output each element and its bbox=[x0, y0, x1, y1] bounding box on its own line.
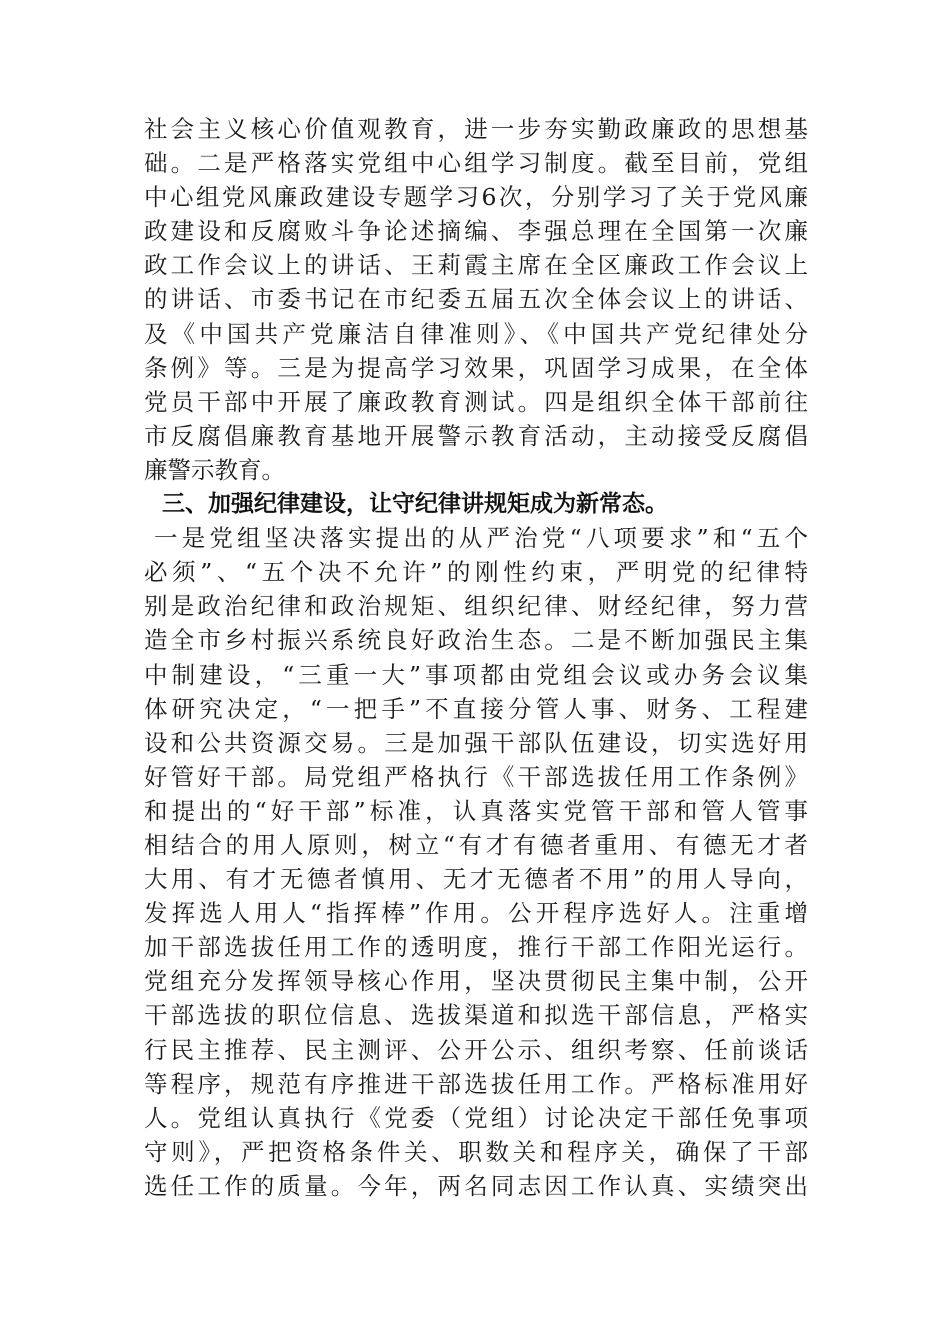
text-line: 党组充分发挥领导核心作用，坚决贯彻民主集中制，公开 bbox=[144, 967, 808, 996]
text-line: 好管好干部。局党组严格执行《干部选拔任用工作条例》 bbox=[144, 762, 808, 791]
text-line: 党员干部中开展了廉政教育测试。四是组织全体干部前往 bbox=[144, 387, 808, 416]
text-line: 中制建设，“三重一大”事项都由党组会议或办务会议集 bbox=[144, 660, 808, 689]
text-line: 等程序，规范有序推进干部选拔任用工作。严格标准用好 bbox=[144, 1069, 808, 1098]
text-line: 及《中国共产党廉洁自律准则》、《中国共产党纪律处分 bbox=[144, 319, 808, 348]
text-line: 大用、有才无德者慎用、无才无德者不用”的用人导向， bbox=[144, 865, 808, 894]
text-line: 守则》，严把资格条件关、职数关和程序关，确保了干部 bbox=[144, 1137, 808, 1166]
text-line: 人。党组认真执行《党委（党组）讨论决定干部任免事项 bbox=[144, 1103, 808, 1132]
text-line: 造全市乡村振兴系统良好政治生态。二是不断加强民主集 bbox=[144, 626, 808, 655]
text-line: 发挥选人用人“指挥棒”作用。公开程序选好人。注重增 bbox=[144, 899, 808, 928]
text-line: 行民主推荐、民主测评、公开公示、组织考察、任前谈话 bbox=[144, 1035, 808, 1064]
text-line: 的讲话、市委书记在市纪委五届五次全体会议上的讲话、 bbox=[144, 285, 808, 314]
paragraph-study-education bbox=[144, 112, 808, 487]
paragraph-discipline-building bbox=[144, 521, 808, 1203]
text-line: 设和公共资源交易。三是加强干部队伍建设，切实选好用 bbox=[144, 728, 808, 757]
text-line: 体研究决定，“一把手”不直接分管人事、财务、工程建 bbox=[144, 694, 808, 723]
text-line: 选任工作的质量。今年，两名同志因工作认真、实绩突出 bbox=[144, 1171, 808, 1200]
text-line: 础。二是严格落实党组中心组学习制度。截至目前，党组 bbox=[144, 149, 808, 178]
text-line: 相结合的用人原则，树立“有才有德者重用、有德无才者 bbox=[144, 830, 808, 859]
section-heading-discipline: 三、加强纪律建设，让守纪律讲规矩成为新常态。 bbox=[162, 491, 668, 518]
document-body bbox=[144, 112, 808, 1203]
text-line: 干部选拔的职位信息、选拔渠道和拟选干部信息，严格实 bbox=[144, 1001, 808, 1030]
text-line: 政建设和反腐败斗争论述摘编、李强总理在全国第一次廉 bbox=[144, 217, 808, 246]
text-line: 政工作会议上的讲话、王莉霞主席在全区廉政工作会议上 bbox=[144, 251, 808, 280]
text-line: 加干部选拔任用工作的透明度，推行干部工作阳光运行。 bbox=[144, 933, 808, 962]
text-line: 和提出的“好干部”标准，认真落实党管干部和管人管事 bbox=[144, 796, 808, 825]
text-line: 必须”、“五个决不允许”的刚性约束，严明党的纪律特 bbox=[144, 558, 808, 587]
text-line: 社会主义核心价值观教育，进一步夯实勤政廉政的思想基 bbox=[144, 115, 808, 143]
text-line: 别是政治纪律和政治规矩、组织纪律、财经纪律，努力营 bbox=[144, 592, 808, 621]
text-line: 廉警示教育。 bbox=[144, 455, 285, 484]
text-line: 市反腐倡廉教育基地开展警示教育活动，主动接受反腐倡 bbox=[144, 421, 808, 450]
text-line: 一是党组坚决落实提出的从严治党“八项要求”和“五个 bbox=[154, 524, 808, 553]
text-line: 中心组党风廉政建设专题学习6次，分别学习了关于党风廉 bbox=[144, 183, 808, 212]
text-line: 条例》等。三是为提高学习效果，巩固学习成果，在全体 bbox=[144, 353, 808, 382]
